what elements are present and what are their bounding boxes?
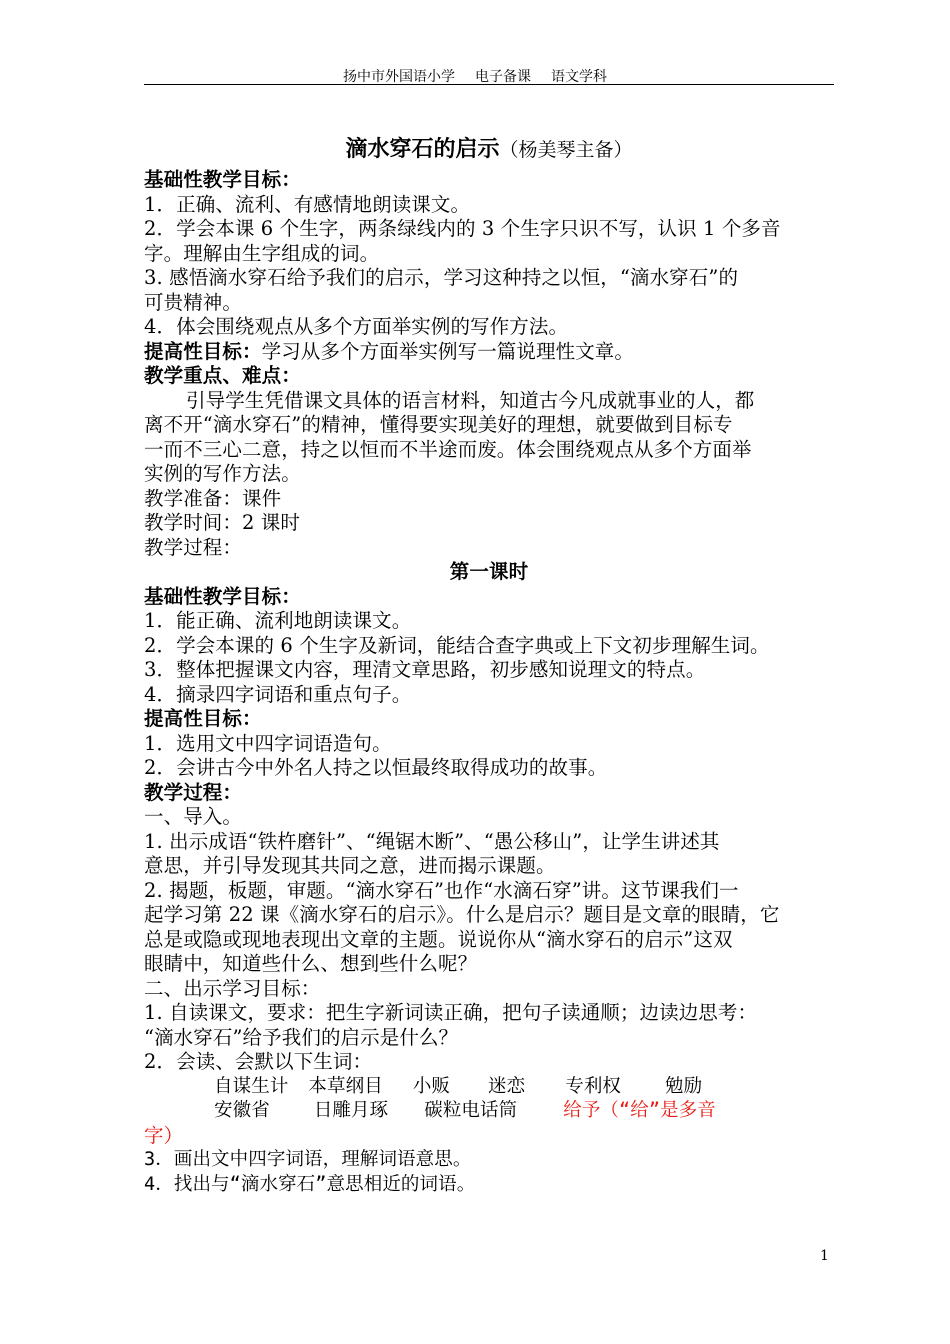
vocab-word: 安徽省 (214, 1100, 270, 1121)
text-line: 总是或隐或现地表现出文章的主题。说说你从“滴水穿石的启示”这双 (144, 927, 733, 951)
text-line: 教学准备：课件 (144, 486, 282, 510)
text-line: 第一课时 (449, 560, 529, 583)
vocab-word: 日雕月琢 (313, 1100, 389, 1121)
text-line: 离不开“滴水穿石”的精神，懂得要实现美好的理想，就要做到目标专 (144, 413, 733, 436)
vocab-word: 勉励 (665, 1075, 703, 1097)
text-line: 2．学会本课的 6 个生字及新词，能结合查字典或上下文初步理解生词。 (144, 633, 770, 657)
text-line: 意思，并引导发现其共同之意，进而揭示课题。 (144, 854, 556, 877)
text-line: 起学习第 22 课《滴水穿石的启示》。什么是启示？题目是文章的眼睛，它 (144, 903, 780, 926)
header-category: 电子备课 (475, 69, 531, 85)
text-line: 一、导入。 (144, 805, 243, 828)
vocab-row-2 (144, 1099, 834, 1124)
text-line: 提高性目标： (144, 707, 262, 730)
vocab-word: 碳粒电话筒 (424, 1100, 518, 1121)
text-line: 教学过程： (144, 780, 243, 804)
text-line: 1．正确、流利、有感情地朗读课文。 (144, 192, 471, 216)
text-line: 1. 自读课文，要求：把生字新词读正确，把句子读通顺；边读边思考： (144, 1001, 758, 1024)
page-number: 1 (820, 1248, 829, 1264)
text-line (144, 340, 834, 365)
text-line: 1．选用文中四字词语造句。 (144, 731, 392, 755)
text-line: 一而不三心二意，持之以恒而不半途而废。体会围绕观点从多个方面举 (144, 437, 752, 461)
title-author: （杨美琴主备） (499, 139, 633, 161)
vocab-note-continuation: 字） (144, 1123, 184, 1147)
text-line: 引导学生凭借课文具体的语言材料，知道古今凡成就事业的人，都 (186, 388, 755, 412)
text-line: 2．会读、会默以下生词： (144, 1050, 373, 1073)
body-lines (144, 168, 834, 1075)
text-line: 1．能正确、流利地朗读课文。 (144, 609, 412, 632)
vocab-word: 自谋生计 (214, 1075, 289, 1097)
text-line: 字。理解由生字组成的词。 (144, 241, 380, 265)
text-line: 眼睛中，知道些什么、想到些什么呢？ (144, 952, 478, 975)
text-line: 教学过程： (144, 535, 243, 559)
text-line: 4．找出与“滴水穿石”意思相近的词语。 (144, 1173, 476, 1195)
header-subject: 语文学科 (551, 69, 607, 85)
vocab-word: 本草纲目 (308, 1075, 383, 1097)
tail-lines (144, 1148, 834, 1197)
text-line: 教学重点、难点： (144, 364, 301, 387)
text-line: 3．整体把握课文内容，理清文章思路，初步感知说理文的特点。 (144, 658, 706, 681)
document-title (144, 132, 834, 168)
vocab-word: 小贩 (412, 1075, 451, 1097)
title-main: 滴水穿石的启示 (345, 137, 500, 162)
inline-heading: 提高性目标： (144, 339, 262, 363)
text-line: 教学时间：2 课时 (144, 511, 301, 534)
text-line: 4．体会围绕观点从多个方面举实例的写作方法。 (144, 315, 569, 338)
text-line: 二、出示学习目标： (144, 976, 321, 1000)
text-line: 基础性教学目标： (144, 168, 301, 191)
text-line: 2．学会本课 6 个生字，两条绿线内的 3 个生字只识不写，认识 1 个多音 (144, 217, 781, 240)
page-header (0, 66, 950, 86)
text-line: “滴水穿石”给予我们的启示是什么？ (144, 1025, 459, 1049)
text-line: 2．会讲古今中外名人持之以恒最终取得成功的故事。 (144, 756, 608, 779)
text-line: 2. 揭题，板题，审题。“滴水穿石”也作“水滴石穿”讲。这节课我们一 (144, 878, 739, 902)
text-line: 3. 感悟滴水穿石给予我们的启示，学习这种持之以恒，“滴水穿石”的 (144, 266, 739, 289)
vocab-word: 专利权 (565, 1075, 622, 1097)
vocab-note: 给予（“给”是多音 (563, 1100, 716, 1121)
vocab-row-1 (144, 1075, 834, 1100)
text-line: 4．摘录四字词语和重点句子。 (144, 682, 412, 706)
text-line: 1. 出示成语“铁杵磨针”、“绳锯木断”、“愚公移山”，让学生讲述其 (144, 829, 720, 853)
text-line: 实例的写作方法。 (144, 462, 301, 485)
header-divider (144, 84, 834, 85)
header-school: 扬中市外国语小学 (343, 69, 455, 85)
vocab-word: 迷恋 (488, 1075, 526, 1097)
line-text: 学习从多个方面举实例写一篇说理性文章。 (261, 339, 635, 363)
text-line: 3．画出文中四字词语，理解词语意思。 (144, 1149, 472, 1170)
document-body (144, 132, 834, 1197)
text-line: 可贵精神。 (144, 290, 243, 314)
text-line: 基础性教学目标： (144, 584, 301, 608)
